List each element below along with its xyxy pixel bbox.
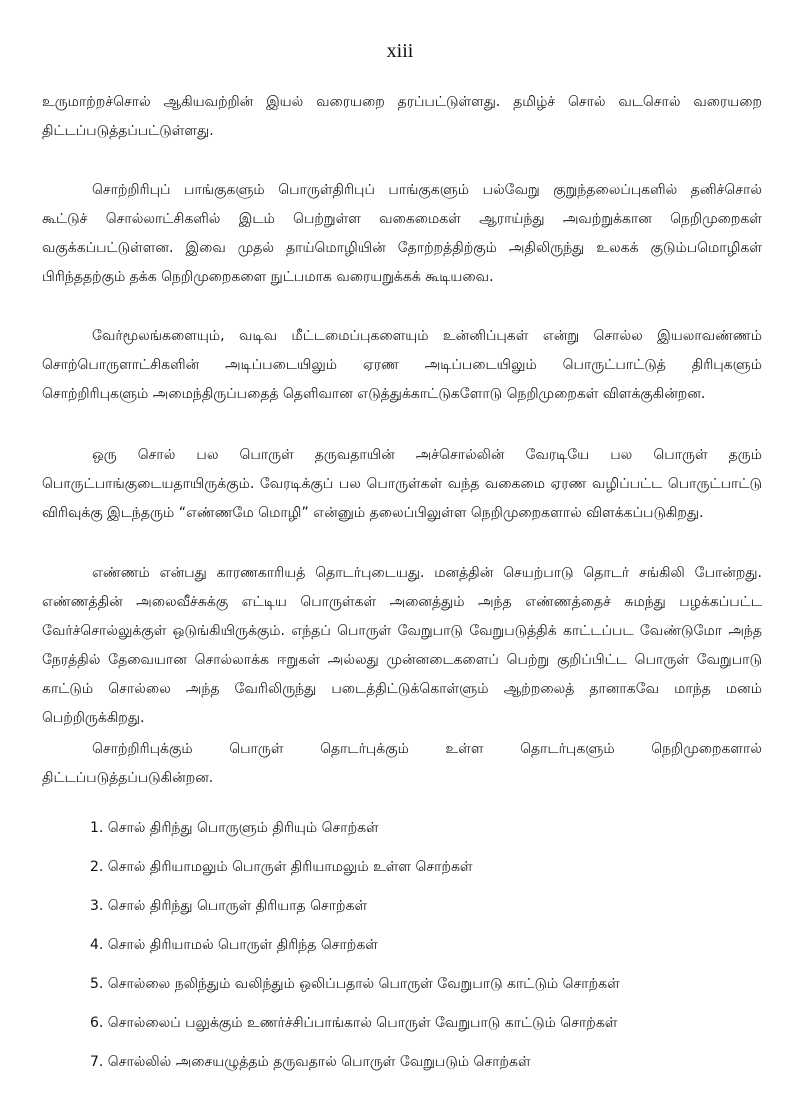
paragraph-line: வகுக்கப்பட்டுள்ளன. இவை முதல் தாய்மொழியின் தோற்றத்திற்கும் அதிலிருந்து உலகக் குடும்பமொழிகள் <box>42 240 762 256</box>
paragraph-line: திட்டப்படுத்தப்பட்டுள்ளது. <box>42 123 214 139</box>
paragraph-line: பிரிந்ததற்கும் தக்க நெறிமுறைகளை நுட்பமாக வரையறுக்கக் கூடியவை. <box>42 269 494 285</box>
paragraph-1 <box>42 88 762 146</box>
paragraph-line: வேர்மூலங்களையும், வடிவ மீட்டமைப்புகளையும் உன்னிப்புகள் என்று சொல்ல இயலாவண்ணம் <box>92 328 762 344</box>
paragraph-line: பெற்றிருக்கிறது. <box>42 710 145 726</box>
list-item: 4. சொல் திரியாமல் பொருள் திரிந்த சொற்கள் <box>90 937 378 953</box>
list-item: 6. சொல்லைப் பலுக்கும் உணர்ச்சிப்பாங்கால் பொருள் வேறுபாடு காட்டும் சொற்கள் <box>90 1015 618 1031</box>
paragraph-line: வேர்ச்சொல்லுக்குள் ஒடுங்கியிருக்கும். எந்தப் பொருள் வேறுபாடு வேறுபடுத்திக் காட்டப்பட வேண்டுமோ அந்த <box>42 623 762 639</box>
paragraph-4 <box>42 441 762 528</box>
paragraph-line: பொருட்பாங்குடையதாயிருக்கும். வேரடிக்குப் பல பொருள்கள் வந்த வகைமை ஏரண வழிப்பட்ட பொருட்பாட்டு <box>42 476 762 492</box>
paragraph-line: சொற்பொருளாட்சிகளின் அடிப்படையிலும் ஏரண அடிப்படையிலும் பொருட்பாட்டுத் திரிபுகளும் <box>42 357 762 373</box>
paragraph-line: கூட்டுச் சொல்லாட்சிகளில் இடம் பெற்றுள்ள வகைமைகள் ஆராய்ந்து அவற்றுக்கான நெறிமுறைகள் <box>42 211 762 227</box>
paragraph-line: விரிவுக்கு இடந்தரும் “எண்ணமே மொழி” என்னும் தலைப்பிலுள்ள நெறிமுறைகளால் விளக்கப்படுகிறது. <box>42 505 704 521</box>
paragraph-line: சொற்றிரிபுக்கும் பொருள் தொடர்புக்கும் உள்ள தொடர்புகளும் நெறிமுறைகளால் <box>92 741 762 757</box>
paragraph-line: நேரத்தில் தேவையான சொல்லாக்க ஈறுகள் அல்லது முன்னடைகளைப் பெற்று குறிப்பிட்ட பொருள் வேறுபாடு <box>42 652 762 668</box>
paragraph-3 <box>42 322 762 409</box>
paragraph-line: எண்ணம் என்பது காரணகாரியத் தொடர்புடையது. மனத்தின் செயற்பாடு தொடர் சங்கிலி போன்றது. <box>92 565 762 581</box>
paragraph-line: உருமாற்றச்சொல் ஆகியவற்றின் இயல் வரையறை தரப்பட்டுள்ளது. தமிழ்ச் சொல் வடசொல் வரையறை <box>42 94 762 110</box>
paragraph-line: காட்டும் சொல்லை அந்த வேரிலிருந்து படைத்திட்டுக்கொள்ளும் ஆற்றலைத் தானாகவே மாந்த மனம் <box>42 681 762 697</box>
list-item: 7. சொல்லில் அசையழுத்தம் தருவதால் பொருள் வேறுபடும் சொற்கள் <box>90 1054 531 1070</box>
paragraph-line: எண்ணத்தின் அலைவீச்சுக்கு எட்டிய பொருள்கள் அனைத்தும் அந்த எண்ணத்தைச் சுமந்து பழக்கப்பட்ட <box>42 594 762 610</box>
paragraph-line: ஒரு சொல் பல பொருள் தருவதாயின் அச்சொல்லின் வேரடியே பல பொருள் தரும் <box>92 447 762 463</box>
list-item: 2. சொல் திரியாமலும் பொருள் திரியாமலும் உள்ள சொற்கள் <box>90 859 473 875</box>
paragraph-6 <box>42 735 762 793</box>
list-item: 3. சொல் திரிந்து பொருள் திரியாத சொற்கள் <box>90 898 368 914</box>
list-item: 1. சொல் திரிந்து பொருளும் திரியும் சொற்கள் <box>90 820 379 836</box>
paragraph-5 <box>42 559 762 733</box>
paragraph-line: சொற்றிரிபுப் பாங்குகளும் பொருள்திரிபுப் பாங்குகளும் பல்வேறு குறுந்தலைப்புகளில் தனிச்சொல் <box>92 182 762 198</box>
list-item: 5. சொல்லை நலிந்தும் வலிந்தும் ஒலிப்பதால் பொருள் வேறுபாடு காட்டும் சொற்கள் <box>90 976 620 992</box>
paragraph-2 <box>42 176 762 292</box>
page-number: xiii <box>386 40 414 62</box>
paragraph-line: திட்டப்படுத்தப்படுகின்றன. <box>42 770 214 786</box>
paragraph-line: சொற்றிரிபுகளும் அமைந்திருப்பதைத் தெளிவான எடுத்துக்காட்டுகளோடு நெறிமுறைகள் விளக்குகின்றன. <box>42 386 706 402</box>
